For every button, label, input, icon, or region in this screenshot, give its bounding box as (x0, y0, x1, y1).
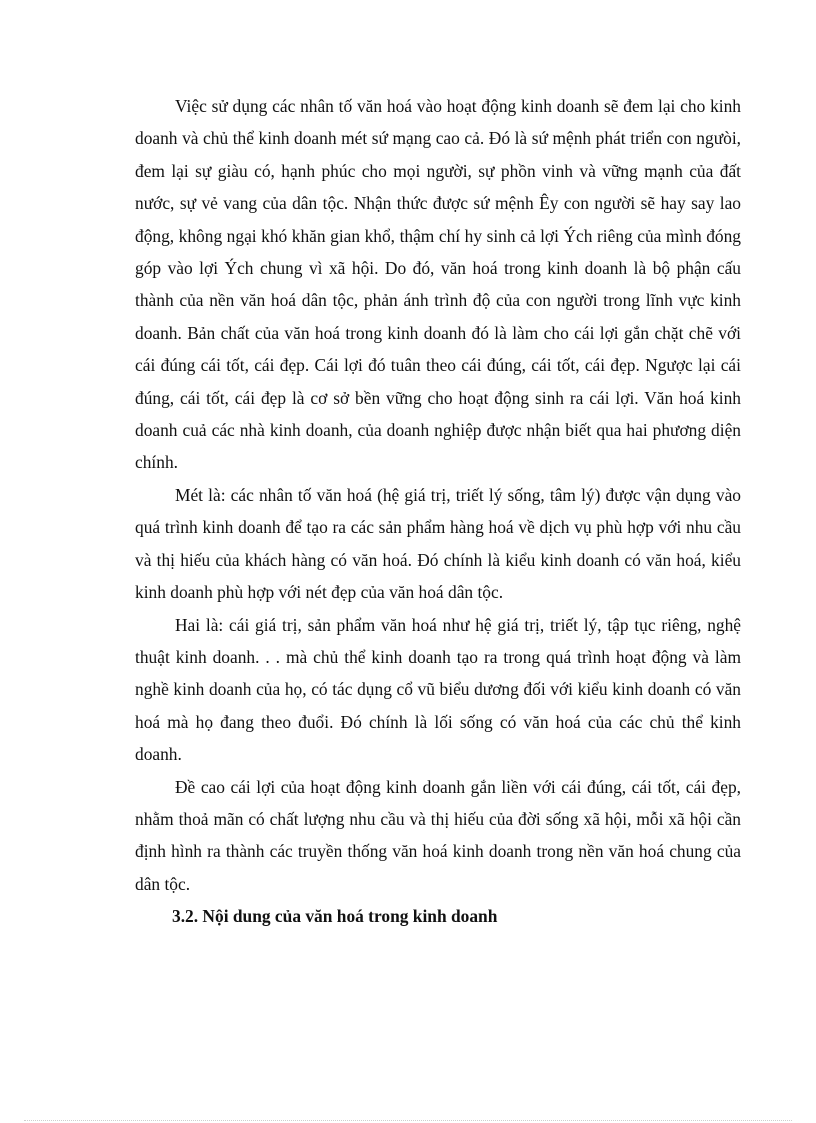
section-heading: 3.2. Nội dung của văn hoá trong kinh doanh (172, 906, 498, 927)
paragraph-3: Hai là: cái giá trị, sản phẩm văn hoá như hệ giá trị, triết lý, tập tục riêng, nghệ thuật kinh doanh. . . mà chủ thể kinh doanh tạo ra trong quá trình hoạt động và làm nghề kinh doanh của họ, có tác dụng cổ vũ biểu dương đối với kiểu kinh doanh có văn hoá mà họ đang theo đuổi. Đó chính là lối sống có văn hoá của các chủ thể kinh doanh. (135, 614, 741, 765)
page-bottom-divider (24, 1120, 792, 1121)
paragraph-1: Việc sử dụng các nhân tố văn hoá vào hoạt động kinh doanh sẽ đem lại cho kinh doanh và chủ thể kinh doanh mét sứ mạng cao cả. Đó là sứ mệnh phát triển con ngưòi, đem lại sự giàu có, hạnh phúc cho mọi người, sự phồn vinh và vững mạnh của đất nước, sự vẻ vang của dân tộc. Nhận thức được sứ mệnh Êy con người sẽ hay say lao động, không ngại khó khăn gian khổ, thậm chí hy sinh cả lợi Ých riêng của mình đóng góp vào lợi Ých chung vì xã hội. Do đó, văn hoá trong kinh doanh là bộ phận cấu thành của nền văn hoá dân tộc, phản ánh trình độ của con người trong lĩnh vực kinh doanh. Bản chất của văn hoá trong kinh doanh đó là làm cho cái lợi gắn chặt chẽ với cái đúng cái tốt, cái đẹp. Cái lợi đó tuân theo cái đúng, cái tốt, cái đẹp. Ngược lại cái đúng, cái tốt, cái đẹp là cơ sở bền vững cho hoạt động sinh ra cái lợi. Văn hoá kinh doanh cuả các nhà kinh doanh, của doanh nghiệp được nhận biết qua hai phương diện chính. (135, 96, 741, 473)
document-body (135, 90, 741, 933)
paragraph-4: Đề cao cái lợi của hoạt động kinh doanh gắn liền với cái đúng, cái tốt, cái đẹp, nhằm thoả mãn có chất lượng nhu cầu và thị hiếu của đời sống xã hội, mỗi xã hội cần định hình ra thành các truyền thống văn hoá kinh doanh trong nền văn hoá chung của dân tộc. (135, 776, 741, 894)
paragraph-2: Mét là: các nhân tố văn hoá (hệ giá trị, triết lý sống, tâm lý) được vận dụng vào quá trình kinh doanh để tạo ra các sản phẩm hàng hoá về dịch vụ phù hợp với nhu cầu và thị hiếu của khách hàng có văn hoá. Đó chính là kiểu kinh doanh có văn hoá, kiểu kinh doanh phù hợp với nét đẹp của văn hoá dân tộc. (135, 484, 741, 603)
